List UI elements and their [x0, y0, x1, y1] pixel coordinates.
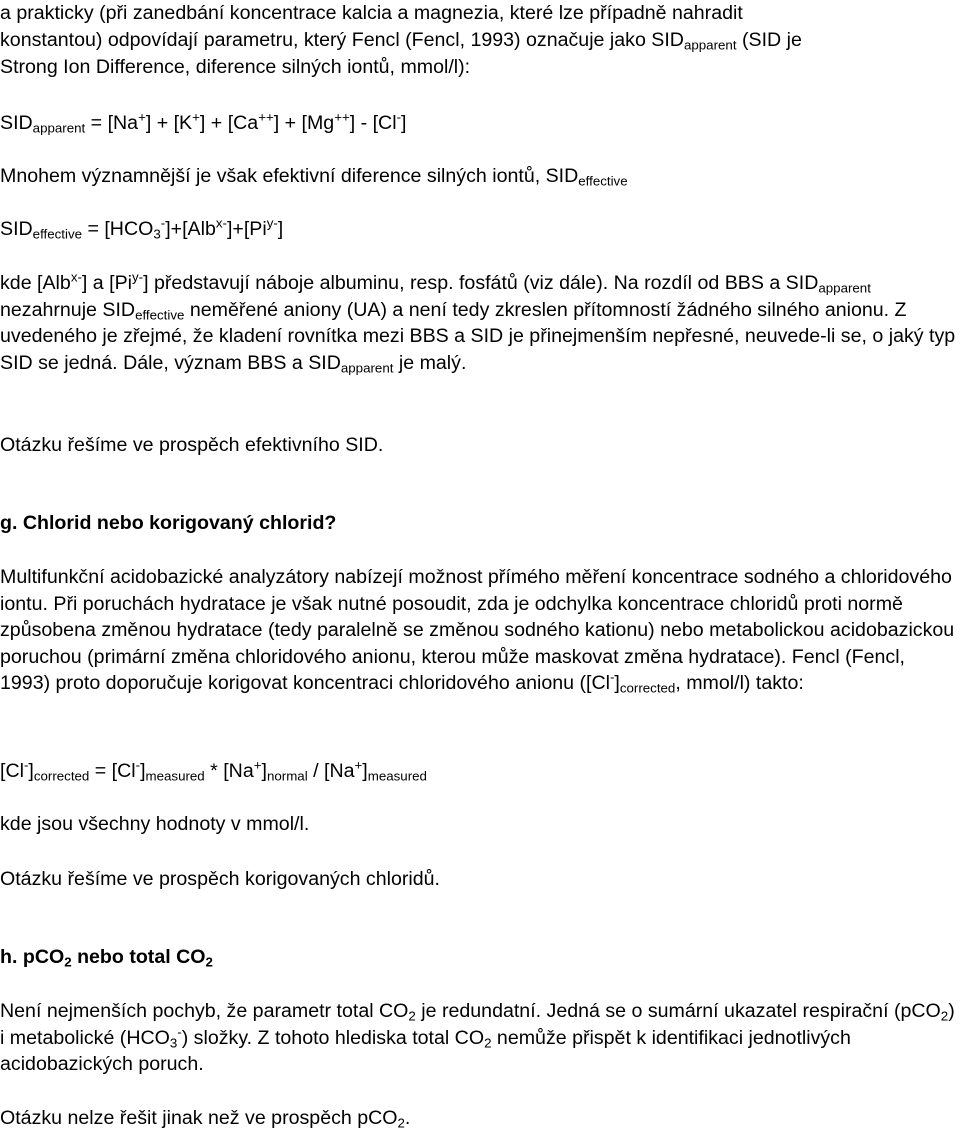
effective-intro [0, 163, 958, 190]
text: , mmol/l) takto: [675, 672, 804, 694]
subscript: 2 [484, 1035, 492, 1051]
text: * [Na [204, 760, 254, 782]
subscript: apparent [683, 37, 737, 53]
conclusion-corrected-chlorides [0, 866, 958, 893]
text: Není nejmenších pochyb, že parametr total CO [0, 1000, 409, 1022]
formula-sid-apparent [0, 110, 958, 137]
subscript: effective [32, 226, 83, 242]
formula-sid-effective [0, 216, 958, 243]
superscript: + [138, 109, 146, 125]
subscript: measured [145, 768, 205, 784]
subscript: 2 [408, 1008, 416, 1024]
text: ] [362, 760, 368, 782]
subscript: effective [578, 173, 628, 189]
superscript: ++ [334, 109, 350, 125]
text: nemůže přispět k identifikaci jednotlivých acidobazických poruch. [0, 1026, 851, 1075]
superscript: x- [70, 269, 82, 285]
text: ] [261, 760, 267, 782]
superscript: + [253, 757, 262, 773]
subscript: effective [135, 307, 185, 323]
text: kde jsou všechny hodnoty v mmol/l. [0, 813, 310, 835]
text: Otázku nelze řešit jinak než ve prospěch pCO [0, 1107, 398, 1129]
text: . [404, 1107, 411, 1129]
subscript: corrected [619, 680, 676, 696]
text: ) složky. Z tohoto hlediska total CO [181, 1026, 485, 1049]
intro-line-3 [0, 54, 958, 81]
text: = [HCO [82, 218, 154, 240]
text: Multifunkční acidobazické analyzátory nabízejí možnost přímého měření koncentrace sodného a chloridového iontu. Při poruchách hydratace je však nutné posoudit, zda je odchylka koncentrace chloridů proti normě způsobena změnou hydratace (tedy paralelně se změnou sodného kationu) nebo metabolickou acidobazickou poruchou (primární změna chloridového anionu, kterou může maskovat změna hydratace). Fencl (Fencl, 1993) proto doporučuje korigovat koncentraci chloridového anionu ([Cl [0, 566, 955, 694]
text: ] [28, 760, 34, 782]
superscript: y- [132, 269, 144, 285]
superscript: ++ [258, 109, 274, 125]
text: ] - [Cl [349, 112, 397, 134]
text: konstantou) odpovídají parametru, který Fencl (Fencl, 1993) označuje jako SID [0, 29, 684, 51]
subscript: 2 [64, 954, 72, 970]
text: ] [277, 218, 284, 240]
subscript: apparent [32, 120, 86, 136]
text: ] [401, 112, 407, 134]
superscript: + [192, 109, 200, 125]
superscript: + [354, 757, 363, 773]
superscript: y- [266, 215, 278, 231]
conclusion-pco2 [0, 1105, 958, 1132]
text: kde [Alb [0, 272, 71, 294]
text: = [Cl [89, 760, 136, 782]
intro-line-2 [0, 27, 958, 54]
superscript: - [23, 757, 29, 773]
text: Otázku řešíme ve prospěch efektivního SID. [0, 434, 384, 456]
superscript: - [609, 669, 615, 685]
subscript: 2 [397, 1115, 405, 1131]
text: ] + [Mg [273, 112, 335, 134]
superscript: x- [215, 215, 227, 231]
text: Strong Ion Difference, diference silných iontů, mmol/l): [0, 56, 471, 78]
paragraph-kde [0, 270, 958, 376]
text: a prakticky (při zanedbání koncentrace kalcia a magnezia, které lze případně nahradit [0, 2, 743, 24]
text: je malý. [393, 351, 467, 374]
text: [Cl [0, 760, 24, 782]
subscript: 2 [205, 954, 213, 970]
units-note [0, 811, 958, 838]
subscript: 3 [153, 226, 161, 242]
subscript: apparent [340, 360, 394, 376]
text: g. Chlorid nebo korigovaný chlorid? [0, 512, 337, 534]
text: ] [140, 760, 146, 782]
text: SID [0, 218, 33, 240]
text: ) i metabolické (HCO [0, 1000, 955, 1049]
intro-line-1 [0, 0, 958, 27]
conclusion-effective-sid [0, 432, 958, 459]
text: ]+[Alb [165, 218, 216, 240]
text: ] představují náboje albuminu, resp. fosfátů (viz dále). Na rozdíl od BBS a SID [143, 272, 819, 294]
text: Mnohem významnější je však efektivní diference silných iontů, SID [0, 165, 579, 187]
text: neměřené aniony (UA) a není tedy zkreslen přítomností žádného silného anionu. Z uvedeného je zřejmé, že kladení rovnítka mezi BBS a SID je přinejmenším nepřesné, neuvede-li se, o jaký typ SID se jedná. Dále, význam BBS a SID [0, 298, 956, 374]
text: ] + [K [145, 112, 193, 134]
subscript: 2 [940, 1008, 949, 1024]
superscript: - [135, 757, 141, 773]
superscript: - [177, 1024, 182, 1040]
text: (SID je [736, 29, 802, 51]
text: nebo total CO [71, 946, 206, 968]
text: / [Na [307, 760, 355, 782]
text: ] [614, 672, 620, 694]
paragraph-analyzers [0, 564, 958, 697]
subscript: 3 [169, 1035, 178, 1051]
text: je redundatní. Jedná se o sumární ukazatel respirační (pCO [415, 1000, 941, 1022]
formula-cl-corrected [0, 758, 958, 785]
subscript: apparent [818, 280, 871, 296]
heading-g [0, 510, 958, 537]
text: ] a [Pi [81, 272, 133, 294]
superscript: - [396, 109, 401, 125]
text: SID [0, 112, 33, 134]
text: ] + [Ca [199, 112, 259, 134]
text: h. pCO [0, 946, 65, 968]
subscript: normal [266, 768, 308, 784]
text: nezahrnuje SID [0, 298, 136, 321]
heading-h [0, 944, 958, 971]
text: Otázku řešíme ve prospěch korigovaných chloridů. [0, 868, 440, 890]
superscript: - [160, 215, 166, 231]
subscript: measured [367, 768, 427, 784]
subscript: corrected [33, 768, 90, 784]
text: ]+[Pi [226, 218, 267, 240]
paragraph-total-co2 [0, 998, 958, 1078]
text: = [Na [85, 112, 139, 134]
